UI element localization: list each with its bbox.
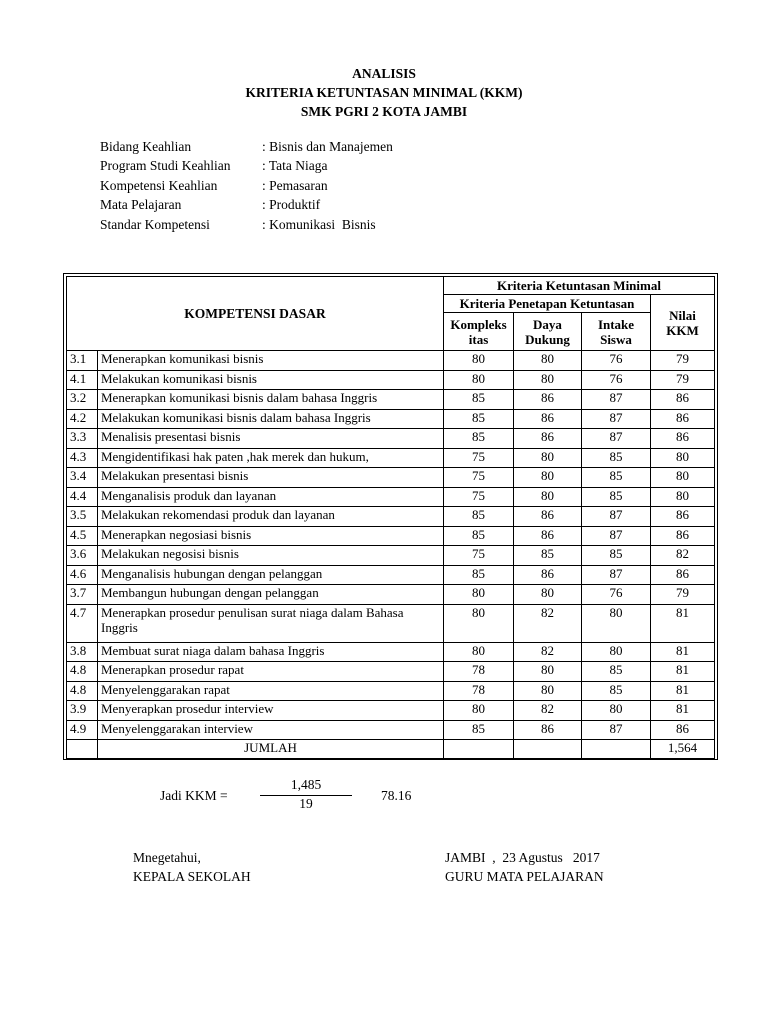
jumlah-label: JUMLAH — [98, 740, 444, 759]
calc-numerator: 1,485 — [290, 777, 322, 792]
nilai-kkm-value: 81 — [651, 662, 715, 682]
daya-dukung-value: 80 — [514, 351, 582, 371]
nilai-kkm-value: 80 — [651, 448, 715, 468]
info-value: : Komunikasi Bisnis — [262, 216, 376, 232]
daya-dukung-value: 86 — [514, 720, 582, 740]
daya-dukung-value: 86 — [514, 409, 582, 429]
kd-description: Menerapkan prosedur rapat — [98, 662, 444, 682]
kompleksitas-value: 80 — [444, 585, 514, 605]
nilai-kkm-value: 80 — [651, 487, 715, 507]
kd-description: Menerapkan komunikasi bisnis dalam bahasa Inggris — [98, 390, 444, 410]
table-row — [67, 546, 715, 566]
jumlah-empty-cell — [67, 740, 98, 759]
kompleksitas-value: 85 — [444, 565, 514, 585]
kompleksitas-value: 85 — [444, 526, 514, 546]
kompleksitas-value: 80 — [444, 370, 514, 390]
intake-siswa-value: 85 — [582, 546, 651, 566]
info-label: Program Studi Keahlian — [100, 158, 231, 174]
header-kkm: Kriteria Ketuntasan Minimal — [444, 277, 715, 295]
kompleksitas-value: 85 — [444, 507, 514, 527]
kompleksitas-value: 78 — [444, 662, 514, 682]
daya-dukung-value: 86 — [514, 565, 582, 585]
header-nilai-kkm: Nilai KKM — [651, 295, 715, 351]
kd-description: Melakukan negosisi bisnis — [98, 546, 444, 566]
nilai-kkm-value: 80 — [651, 468, 715, 488]
intake-siswa-value: 76 — [582, 585, 651, 605]
info-row — [100, 217, 393, 236]
intake-siswa-value: 76 — [582, 351, 651, 371]
table-row — [67, 487, 715, 507]
intake-siswa-value: 87 — [582, 526, 651, 546]
kd-number: 3.4 — [67, 468, 98, 488]
nilai-kkm-value: 81 — [651, 681, 715, 701]
signature-left-line1: Mnegetahui, — [133, 850, 201, 865]
kd-number: 3.2 — [67, 390, 98, 410]
intake-siswa-value: 87 — [582, 429, 651, 449]
info-label: Bidang Keahlian — [100, 139, 192, 154]
info-label: Mata Pelajaran — [100, 197, 182, 213]
intake-siswa-value: 80 — [582, 604, 651, 642]
intake-siswa-value: 85 — [582, 487, 651, 507]
kd-number: 4.3 — [67, 448, 98, 468]
daya-dukung-value: 80 — [514, 468, 582, 488]
kompleksitas-value: 80 — [444, 604, 514, 642]
kompleksitas-value: 85 — [444, 390, 514, 410]
kd-description: Menyelenggarakan interview — [98, 720, 444, 740]
nilai-kkm-value: 79 — [651, 351, 715, 371]
table-row — [67, 409, 715, 429]
table-row — [67, 526, 715, 546]
kd-description: Mengidentifikasi hak paten ,hak merek dan hukum, — [98, 448, 444, 468]
table-row — [67, 507, 715, 527]
daya-dukung-value: 80 — [514, 487, 582, 507]
info-value: : Pemasaran — [262, 177, 328, 193]
table-row — [67, 604, 715, 642]
kd-number: 4.6 — [67, 565, 98, 585]
kompleksitas-value: 85 — [444, 409, 514, 429]
kd-number: 4.8 — [67, 662, 98, 682]
intake-siswa-value: 87 — [582, 507, 651, 527]
daya-dukung-value: 80 — [514, 448, 582, 468]
signature-left-line2: KEPALA SEKOLAH — [133, 869, 251, 884]
intake-siswa-value: 85 — [582, 468, 651, 488]
kd-number: 3.8 — [67, 642, 98, 662]
info-label: Kompetensi Keahlian — [100, 177, 218, 193]
nilai-kkm-value: 81 — [651, 642, 715, 662]
doc-title-line2: KRITERIA KETUNTASAN MINIMAL (KKM) — [245, 85, 523, 100]
nilai-kkm-value: 79 — [651, 585, 715, 605]
nilai-kkm-value: 82 — [651, 546, 715, 566]
nilai-kkm-value: 86 — [651, 565, 715, 585]
header-kompetensi-dasar: KOMPETENSI DASAR — [67, 277, 444, 351]
info-row — [100, 139, 393, 158]
kompleksitas-value: 80 — [444, 351, 514, 371]
header-penetapan: Kriteria Penetapan Ketuntasan — [444, 295, 651, 313]
daya-dukung-value: 85 — [514, 546, 582, 566]
kompleksitas-value: 85 — [444, 720, 514, 740]
daya-dukung-value: 82 — [514, 604, 582, 642]
kd-number: 4.8 — [67, 681, 98, 701]
daya-dukung-value: 82 — [514, 642, 582, 662]
info-value: : Produktif — [262, 197, 321, 213]
daya-dukung-value: 80 — [514, 662, 582, 682]
jumlah-empty-cell — [582, 740, 651, 759]
info-row — [100, 197, 393, 216]
kompleksitas-value: 75 — [444, 546, 514, 566]
table-row — [67, 720, 715, 740]
intake-siswa-value: 87 — [582, 565, 651, 585]
nilai-kkm-value: 81 — [651, 701, 715, 721]
nilai-kkm-value: 86 — [651, 429, 715, 449]
daya-dukung-value: 80 — [514, 585, 582, 605]
table-row — [67, 565, 715, 585]
kompleksitas-value: 78 — [444, 681, 514, 701]
daya-dukung-value: 80 — [514, 681, 582, 701]
nilai-kkm-value: 86 — [651, 409, 715, 429]
kd-description: Melakukan komunikasi bisnis — [98, 370, 444, 390]
kd-number: 3.3 — [67, 429, 98, 449]
kd-number: 3.9 — [67, 701, 98, 721]
info-value: : Tata Niaga — [262, 158, 328, 174]
intake-siswa-value: 80 — [582, 701, 651, 721]
intake-siswa-value: 76 — [582, 370, 651, 390]
kd-description: Menyerapkan prosedur interview — [98, 701, 444, 721]
table-row — [67, 642, 715, 662]
info-value: : Bisnis dan Manajemen — [262, 139, 393, 154]
kompleksitas-value: 80 — [444, 642, 514, 662]
kompleksitas-value: 75 — [444, 487, 514, 507]
kompleksitas-value: 75 — [444, 468, 514, 488]
kd-description: Menerapkan negosiasi bisnis — [98, 526, 444, 546]
intake-siswa-value: 87 — [582, 409, 651, 429]
intake-siswa-value: 85 — [582, 448, 651, 468]
intake-siswa-value: 80 — [582, 642, 651, 662]
calc-denominator: 19 — [299, 796, 313, 811]
intake-siswa-value: 85 — [582, 662, 651, 682]
doc-title-line1: ANALISIS — [352, 66, 416, 81]
kd-number: 3.7 — [67, 585, 98, 605]
intake-siswa-value: 87 — [582, 390, 651, 410]
table-row — [67, 370, 715, 390]
daya-dukung-value: 86 — [514, 429, 582, 449]
table-row — [67, 468, 715, 488]
table-row — [67, 701, 715, 721]
kkm-table — [66, 276, 715, 759]
kd-number: 4.9 — [67, 720, 98, 740]
nilai-kkm-value: 86 — [651, 390, 715, 410]
kd-description: Melakukan rekomendasi produk dan layanan — [98, 507, 444, 527]
doc-title-line3: SMK PGRI 2 KOTA JAMBI — [300, 104, 468, 119]
table-row — [67, 662, 715, 682]
signature-right-line2: GURU MATA PELAJARAN — [445, 869, 604, 884]
table-row — [67, 448, 715, 468]
table-row — [67, 585, 715, 605]
kd-description: Menerapkan komunikasi bisnis — [98, 351, 444, 371]
nilai-kkm-value: 86 — [651, 526, 715, 546]
kd-description: Melakukan presentasi bisnis — [98, 468, 444, 488]
kd-description: Menalisis presentasi bisnis — [98, 429, 444, 449]
info-row — [100, 178, 393, 197]
daya-dukung-value: 86 — [514, 526, 582, 546]
kd-description: Menganalisis produk dan layanan — [98, 487, 444, 507]
kd-description: Menerapkan prosedur penulisan surat niaga dalam Bahasa Inggris — [98, 604, 444, 642]
calc-result: 78.16 — [381, 788, 412, 803]
kompleksitas-value: 75 — [444, 448, 514, 468]
info-row — [100, 158, 393, 177]
daya-dukung-value: 86 — [514, 390, 582, 410]
nilai-kkm-value: 86 — [651, 507, 715, 527]
intake-siswa-value: 85 — [582, 681, 651, 701]
kd-number: 3.6 — [67, 546, 98, 566]
jumlah-empty-cell — [444, 740, 514, 759]
table-row — [67, 681, 715, 701]
header-intake-siswa: Intake Siswa — [582, 313, 651, 351]
kompleksitas-value: 80 — [444, 701, 514, 721]
nilai-kkm-value: 86 — [651, 720, 715, 740]
kd-number: 3.1 — [67, 351, 98, 371]
jumlah-value: 1,564 — [651, 740, 715, 759]
info-label: Standar Kompetensi — [100, 216, 210, 232]
info-block — [100, 139, 393, 236]
kd-number: 4.2 — [67, 409, 98, 429]
kd-description: Menganalisis hubungan dengan pelanggan — [98, 565, 444, 585]
table-row — [67, 390, 715, 410]
signature-right-line1: JAMBI , 23 Agustus 2017 — [445, 850, 600, 865]
daya-dukung-value: 80 — [514, 370, 582, 390]
kd-number: 4.7 — [67, 604, 98, 642]
calc-label: Jadi KKM = — [160, 788, 228, 803]
kd-number: 4.5 — [67, 526, 98, 546]
jumlah-empty-cell — [514, 740, 582, 759]
table-row — [67, 351, 715, 371]
kompleksitas-value: 85 — [444, 429, 514, 449]
kd-number: 4.4 — [67, 487, 98, 507]
daya-dukung-value: 86 — [514, 507, 582, 527]
intake-siswa-value: 87 — [582, 720, 651, 740]
nilai-kkm-value: 79 — [651, 370, 715, 390]
kd-number: 4.1 — [67, 370, 98, 390]
kd-number: 3.5 — [67, 507, 98, 527]
kd-description: Membangun hubungan dengan pelanggan — [98, 585, 444, 605]
daya-dukung-value: 82 — [514, 701, 582, 721]
nilai-kkm-value: 81 — [651, 604, 715, 642]
header-kompleksitas: Kompleks itas — [444, 313, 514, 351]
kd-description: Menyelenggarakan rapat — [98, 681, 444, 701]
table-row — [67, 429, 715, 449]
kd-description: Membuat surat niaga dalam bahasa Inggris — [98, 642, 444, 662]
header-daya-dukung: Daya Dukung — [514, 313, 582, 351]
kd-description: Melakukan komunikasi bisnis dalam bahasa Inggris — [98, 409, 444, 429]
